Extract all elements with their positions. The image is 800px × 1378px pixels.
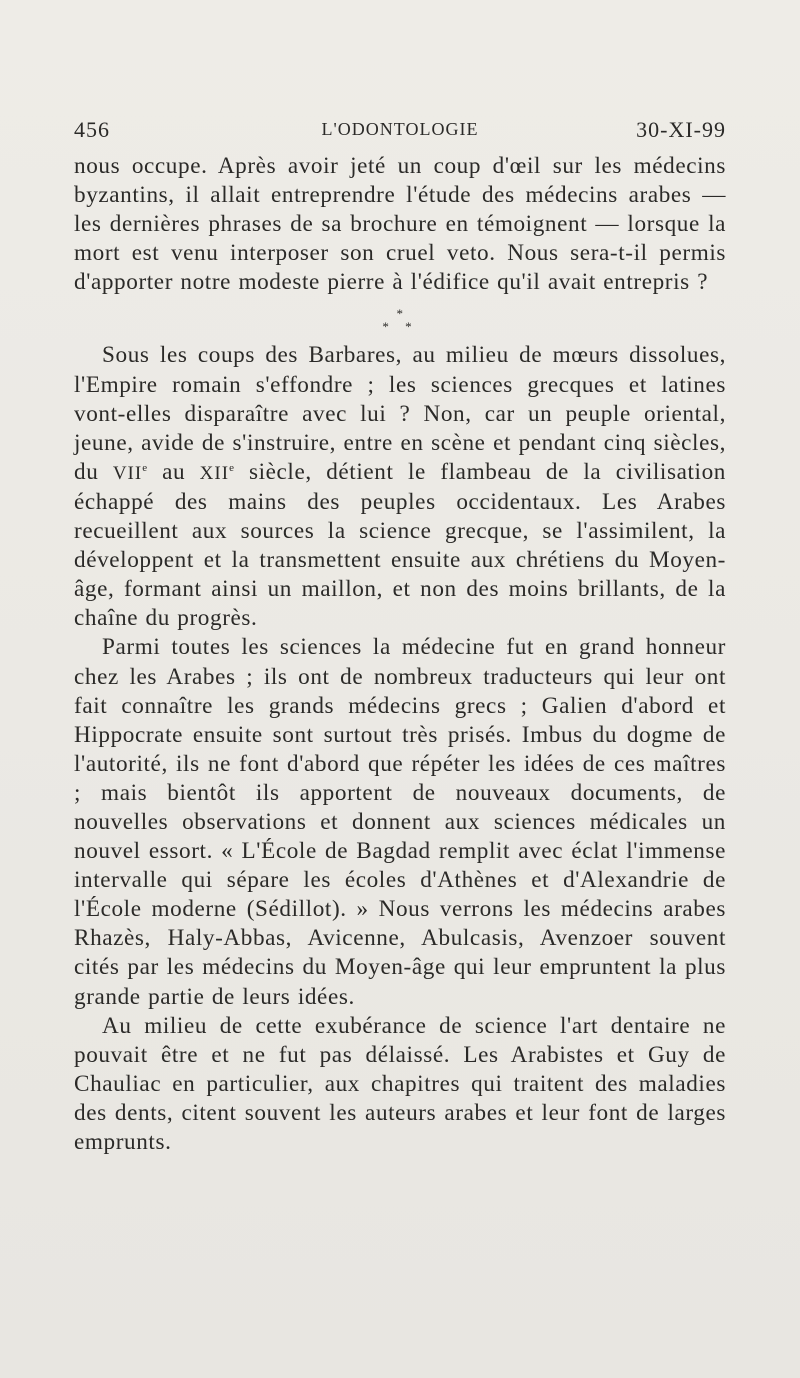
running-header (74, 117, 726, 147)
century-vii-sup: e (142, 461, 148, 474)
separator-bottom-stars: * * (382, 319, 418, 335)
page-number: 456 (74, 117, 110, 142)
paragraph-2-part-a: Sous les coups des Barbares, au milieu de mœurs dissolues, l'Empire romain s'effondre ; les sciences grecques et latines vont-elles disparaître avec lui ? Non, car un peuple oriental, jeune, avide de s'instruire, entre en scène et pendant cinq siècles, du (74, 342, 726, 485)
paragraph-3: Parmi toutes les sciences la médecine fut en grand honneur chez les Arabes ; ils ont de nombreux traducteurs qui leur ont fait connaître les grands médecins grecs ; Galien d'abord et Hippocrate ensuite sont surtout très prisés. Imbus du dogme de l'autorité, ils ne font d'abord que répéter les idées de ces maîtres ; mais bientôt ils apportent de nouveaux documents, de nouvelles observations et donnent aux sciences médicales un nouvel essort. « L'École de Bagdad remplit avec éclat l'immense intervalle qui sépare les écoles d'Athènes et d'Alexandrie de l'École moderne (Sédillot). » Nous verrons les médecins arabes Rhazès, Haly-Abbas, Avicenne, Abulcasis, Avenzoer souvent cités par les médecins du Moyen-âge qui leur empruntent la plus grande partie de leurs idées. (74, 634, 726, 1010)
paragraph-2-part-b: au (147, 458, 200, 485)
issue-date: 30-XI-99 (636, 117, 726, 142)
century-xii-sup: e (229, 461, 235, 474)
paragraph-1: nous occupe. Après avoir jeté un coup d'œil sur les médecins byzantins, il allait entreprendre l'étude des médecins arabes — les dernières phrases de sa brochure en témoignent — lorsque la mort est venu interposer son cruel veto. Nous sera-t-il permis d'apporter notre modeste pierre à l'édifice qu'il avait entrepris ? (74, 153, 726, 296)
century-xii: XII (199, 462, 230, 484)
paragraph-2-part-c: siècle, détient le flambeau de la civilisation échappé des mains des peuples occidentaux. Les Arabes recueillent aux sources la science grecque, se l'assimilent, la développent et la transmettent ensuite aux chrétiens du Moyen-âge, formant ainsi un maillon, et non des moins brillants, de la chaîne du progrès. (74, 458, 726, 632)
century-vii: VII (112, 462, 143, 484)
separator-top-star: * (396, 306, 404, 322)
section-separator (74, 297, 726, 341)
paragraph-2 (74, 341, 726, 633)
paragraph-4: Au milieu de cette exubérance de science l'art dentaire ne pouvait être et ne fut pas délaissé. Les Arabistes et Guy de Chauliac en particulier, aux chapitres qui traitent des maladies des dents, citent souvent les auteurs arabes et leur font de larges emprunts. (74, 1012, 726, 1155)
body-text (74, 152, 726, 1157)
journal-title: L'ODONTOLOGIE (321, 119, 479, 139)
